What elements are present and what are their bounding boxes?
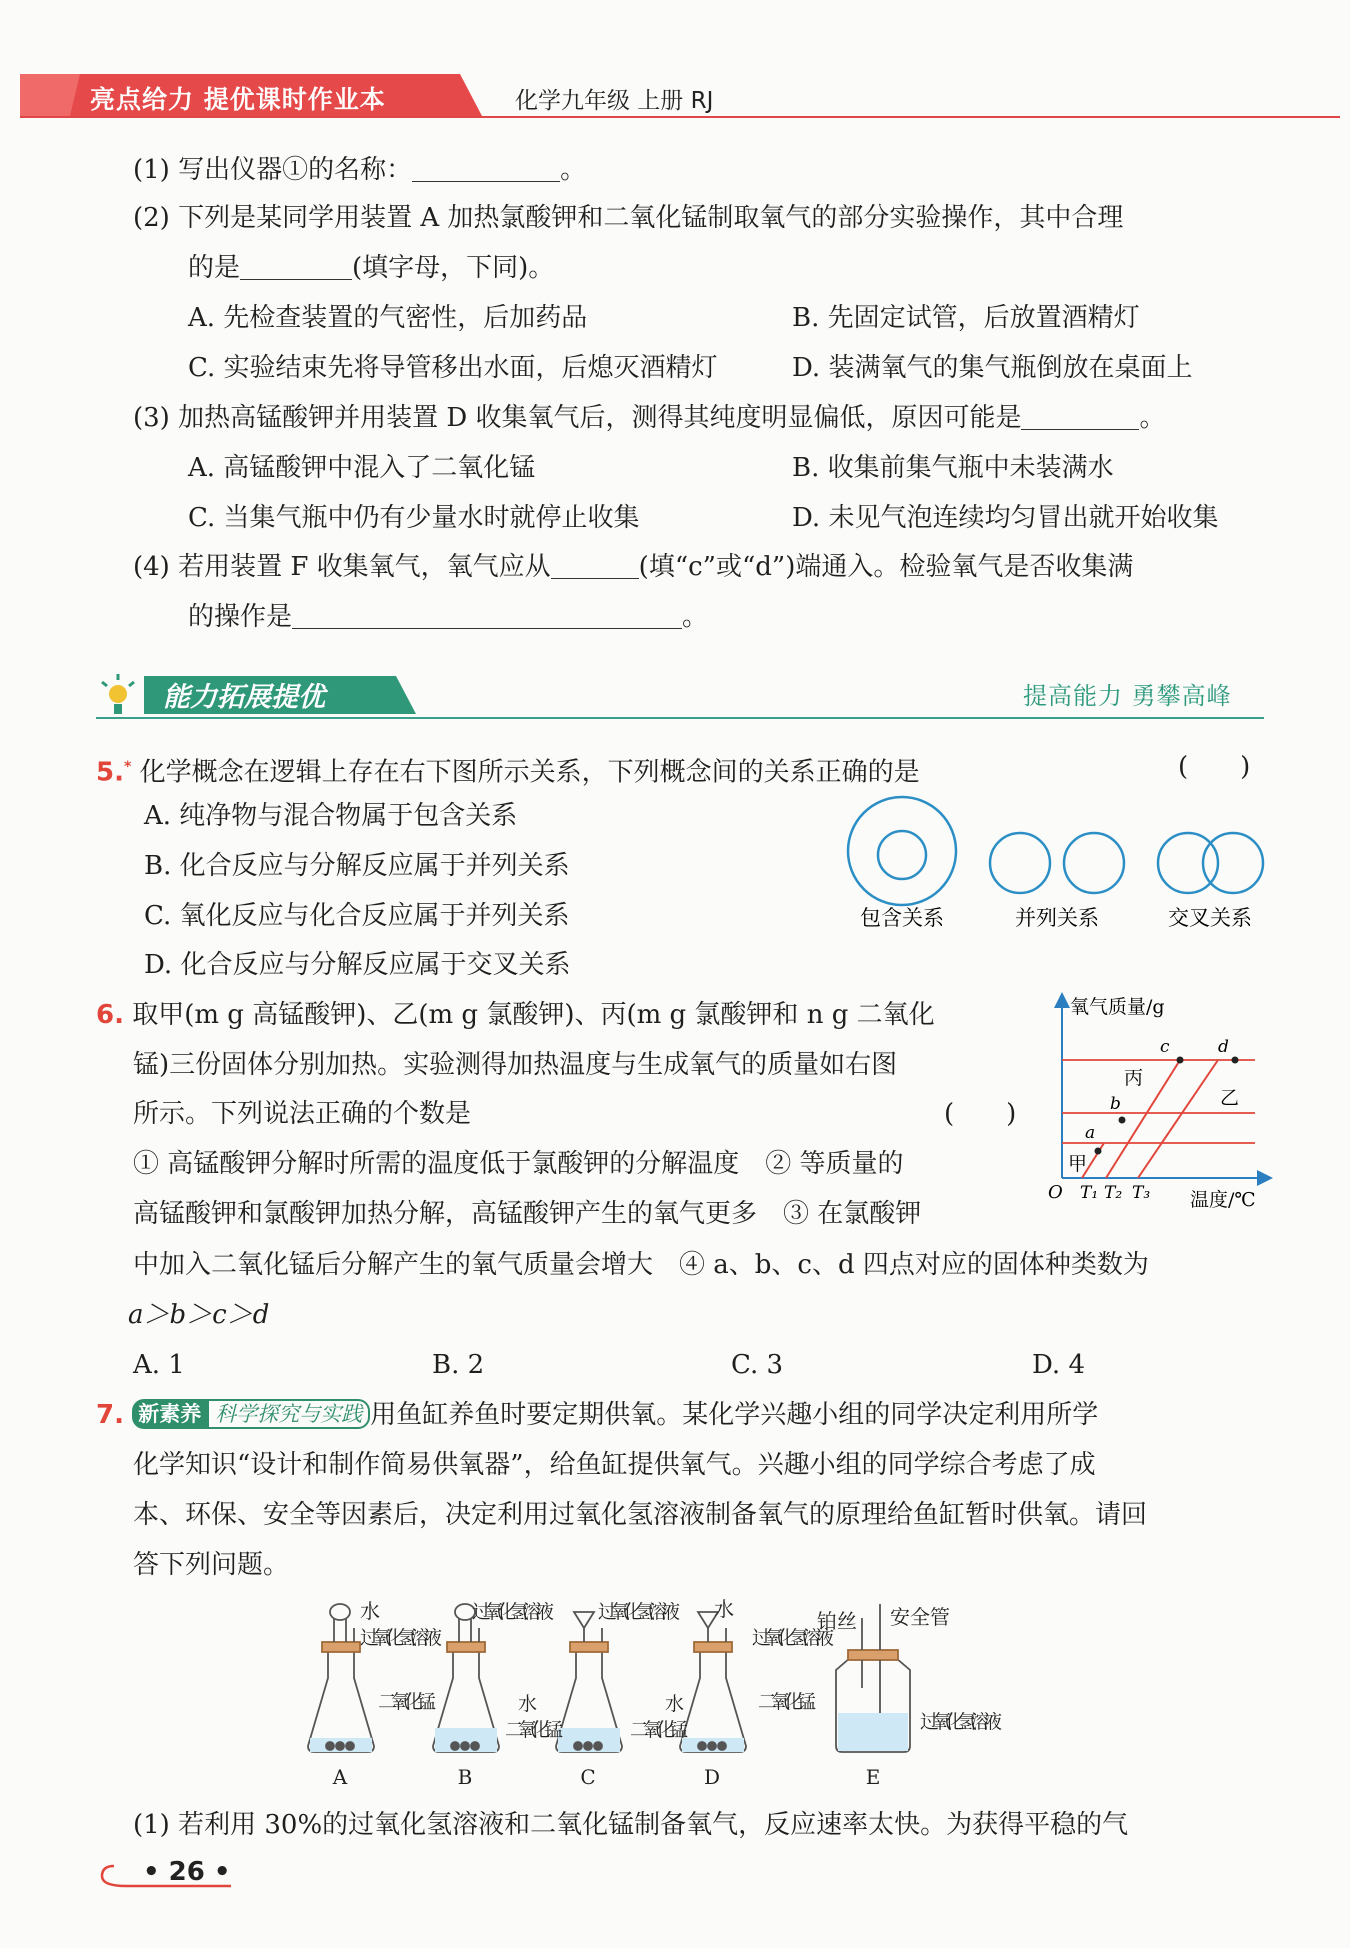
b-letter: B [457,1765,473,1789]
q4-p2-option-b: B. 先固定试管，后放置酒精灯 [792,303,1140,333]
section-divider [96,717,1264,719]
q6-line1: 6. 取甲(m g 高锰酸钾)、乙(m g 氯酸钾)、丙(m g 氯酸钾和 n g 二氧化 [96,1000,935,1030]
d-label-top: 水 [714,1598,734,1621]
q6-answer-paren[interactable]: ( ) [944,1099,1017,1129]
q4-part2-line2: 的是 (填字母，下同)。 [188,253,555,283]
inclusion-diagram [848,797,956,905]
point-b [1119,1117,1126,1124]
q4-p2-option-d: D. 装满氧气的集气瓶倒放在桌面上 [792,353,1193,383]
d-label-mid: 过氧化氢溶液 [752,1627,834,1649]
apparatus-c [556,1612,622,1752]
q4-p2-option-c: C. 实验结束先将导管移出水面，后熄灭酒精灯 [188,353,718,383]
a-label-bot: 二氧化锰 [378,1691,436,1713]
q6-option-d: D. 4 [1032,1350,1085,1380]
q6-line5: 高锰酸钾和氯酸钾加热分解，高锰酸钾产生的氧气更多 ③ 在氯酸钾 [133,1199,922,1229]
point-d [1232,1057,1239,1064]
q4-part4-line2: 的操作是 。 [188,602,709,632]
answer-blank[interactable] [1021,405,1139,430]
q7-line1: 7. 新素养 科学探究与实践 用鱼缸养鱼时要定期供氧。某化学兴趣小组的同学决定利用所学 [96,1400,1099,1430]
q6-option-b: B. 2 [432,1350,485,1380]
q7-line4: 答下列问题。 [133,1550,290,1580]
e-label-tube: 安全管 [890,1605,950,1629]
y-axis-label: 氧气质量/g [1070,996,1165,1018]
oxygen-temperature-graph [1040,988,1280,1213]
a-label-mid: 过氧化氢溶液 [360,1627,442,1649]
q7-line3: 本、环保、安全等因素后，决定利用过氧化氢溶液制备氧气的原理给鱼缸暂时供氧。请回 [133,1500,1148,1530]
q5-stem: 5.* 化学概念在逻辑上存在右下图所示关系，下列概念间的关系正确的是 [96,757,920,788]
q7-line2: 化学知识“设计和制作简易供氧器”，给鱼缸提供氧气。兴趣小组的同学综合考虑了成 [133,1450,1096,1480]
q6-line2: 锰)三份固体分别加热。实验测得加热温度与生成氧气的质量如右图 [133,1050,898,1080]
q6-line7: a＞b＞c＞d [128,1300,270,1330]
q4-p3-option-b: B. 收集前集气瓶中未装满水 [792,453,1114,483]
label-bing: 丙 [1124,1067,1144,1089]
label-point-b: b [1110,1094,1121,1114]
question-number: 7. [96,1400,124,1430]
origin-label: O [1048,1182,1063,1203]
label-point-a: a [1085,1123,1096,1143]
c-label-top: 过氧化氢溶液 [598,1601,680,1623]
c-label-bot: 二氧化锰 [630,1719,688,1741]
label-point-d: d [1218,1037,1229,1057]
answer-blank[interactable] [551,554,639,579]
question-number: 5. [96,757,124,788]
q4-p2-option-a: A. 先检查装置的气密性，后加药品 [188,303,588,333]
parallel-diagram [990,833,1124,893]
tick-t1: T₁ [1080,1183,1099,1203]
e-label-liquid: 过氧化氢溶液 [920,1711,1002,1733]
e-label-wire: 铂丝 [817,1609,857,1633]
label-yi: 乙 [1220,1087,1240,1109]
b-label-mid: 水 [518,1693,538,1715]
question-number: 6. [96,1000,124,1030]
label-inclusion: 包含关系 [860,906,944,930]
q4-part3: (3) 加热高锰酸钾并用装置 D 收集氧气后，测得其纯度明显偏低，原因可能是 。 [133,403,1166,433]
q5-option-d: D. 化合反应与分解反应属于交叉关系 [144,950,571,980]
intersection-diagram [1158,833,1263,893]
label-parallel: 并列关系 [1015,906,1099,930]
q6-line4: ① 高锰酸钾分解时所需的温度低于氯酸钾的分解温度 ② 等质量的 [133,1149,904,1179]
d-letter: D [703,1765,721,1789]
q4-p3-option-a: A. 高锰酸钾中混入了二氧化锰 [188,453,536,483]
section-title: 能力拓展提优 [163,682,325,713]
x-axis-label: 温度/℃ [1190,1189,1256,1211]
page-number: • 26 • [143,1857,231,1887]
apparatus-d [680,1612,746,1752]
e-letter: E [865,1765,881,1789]
tick-t3: T₃ [1132,1183,1151,1203]
c-letter: C [580,1765,596,1789]
header-subtitle: 化学九年级 上册 RJ [515,88,714,114]
q5-option-a: A. 纯净物与混合物属于包含关系 [144,801,518,831]
q5-option-b: B. 化合反应与分解反应属于并列关系 [144,851,570,881]
apparatus-figure [300,1598,1090,1793]
q5-answer-paren[interactable]: ( ) [1178,752,1251,782]
b-label-top: 过氧化氢溶液 [472,1601,554,1623]
a-letter: A [332,1765,348,1789]
label-jia: 甲 [1068,1153,1088,1175]
label-intersection: 交叉关系 [1168,906,1252,930]
q6-option-c: C. 3 [731,1350,784,1380]
point-a [1095,1148,1102,1155]
q6-line3: 所示。下列说法正确的个数是 [133,1099,472,1129]
q4-p3-option-d: D. 未见气泡连续均匀冒出就开始收集 [792,503,1219,533]
series-title: 亮点给力 提优课时作业本 [90,85,386,114]
relationship-figure [840,795,1280,945]
a-label-top: 水 [360,1599,380,1623]
answer-blank[interactable] [292,604,682,629]
q4-part2-line1: (2) 下列是某同学用装置 A 加热氯酸钾和二氧化锰制取氧气的部分实验操作，其中合理 [133,203,1124,233]
apparatus-b [433,1604,499,1752]
d-label-bot: 二氧化锰 [758,1691,816,1713]
answer-blank[interactable] [240,255,352,280]
badge-science-inquiry: 科学探究与实践 [207,1399,370,1429]
answer-blank[interactable] [412,157,560,182]
section-slogan: 提高能力 勇攀高峰 [1023,682,1232,710]
q4-part1: (1) 写出仪器①的名称： 。 [133,155,587,185]
c-label-mid: 水 [665,1693,685,1715]
badge-new-literacy: 新素养 [132,1399,207,1429]
q4-part4-line1: (4) 若用装置 F 收集氧气，氧气应从 (填“c”或“d”)端通入。检验氧气是否收集满 [133,552,1134,582]
point-c [1177,1057,1184,1064]
tick-t2: T₂ [1104,1183,1123,1203]
q4-p3-option-c: C. 当集气瓶中仍有少量水时就停止收集 [188,503,640,533]
q7-part1: (1) 若利用 30%的过氧化氢溶液和二氧化锰制备氧气，反应速率太快。为获得平稳的气 [133,1810,1129,1840]
label-point-c: c [1160,1037,1170,1057]
q6-line6: 中加入二氧化锰后分解产生的氧气质量会增大 ④ a、b、c、d 四点对应的固体种类数为 [133,1250,1149,1280]
series-yi-rise [1138,1060,1218,1178]
b-label-bot: 二氧化锰 [505,1719,563,1741]
q5-option-c: C. 氧化反应与化合反应属于并列关系 [144,901,570,931]
q6-option-a: A. 1 [133,1350,185,1380]
header-divider [20,116,1340,118]
